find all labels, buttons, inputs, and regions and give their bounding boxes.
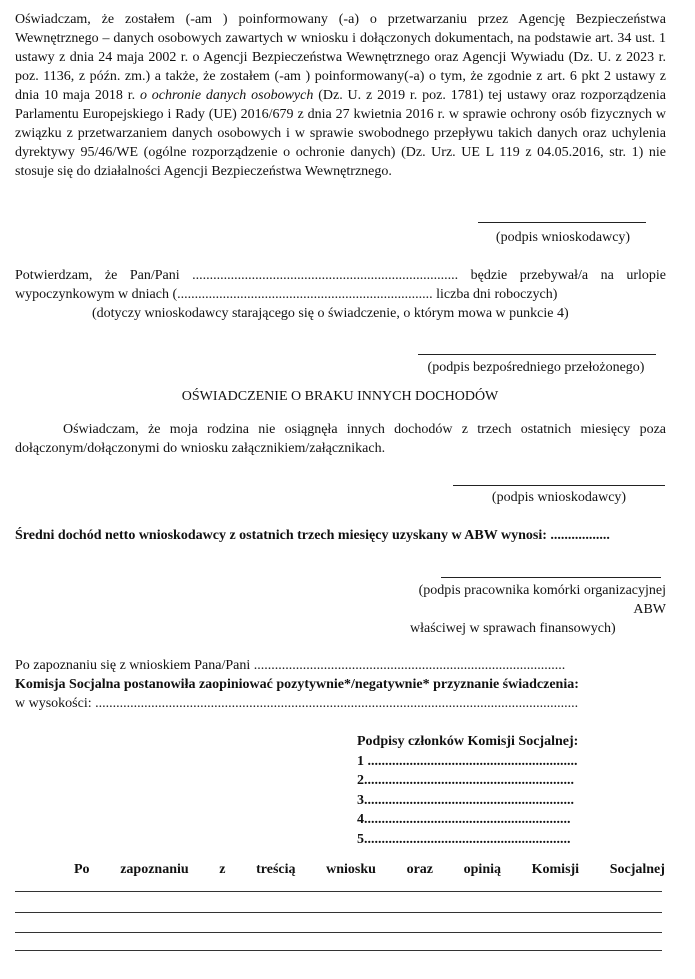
vacation-confirmation: [15, 266, 666, 323]
finance-signature-label: (podpis pracownika komórki organizacyjnej ABW właściwej w sprawach finansowych): [410, 583, 666, 636]
finance-signature-line: [441, 577, 661, 578]
declaration-text: Oświadczam, że zostałem (-am ) poinformowany (-a) o przetwarzaniu przez Agencję Bezpieczeństwa Wewnętrznego – danych osobowych zawartych w wniosku i dołączonych dokumentach, na podstawie art. 34 ust. 1 ustawy z dnia 24 maja 2002 r. o Agencji Bezpieczeństwa Wewnętrznego oraz Agencji Wywiadu (Dz. U. z 2023 r. poz. 1136, z późn. zm.) a także, że zostałem (-am ) poinformowany(-a) o tym, że zgodnie z art. 6 pkt 2 ustawy z dnia 10 maja 2018 r.: [15, 12, 666, 103]
vacation-line-2: wypoczynkowym w dniach (......................................................................... liczba dni roboczych): [15, 287, 558, 302]
commission-member-3: 3............................................................: [357, 792, 574, 808]
vacation-note: (dotyczy wnioskodawcy starającego się o świadczenie, o którym mowa w punkcie 4): [92, 306, 569, 321]
writing-line-3: [15, 932, 662, 933]
commission-line-1: Po zapoznaniu się z wnioskiem Pana/Pani .........................................................................................: [15, 658, 566, 673]
commission-decision: Komisja Socjalna postanowiła zaopiniować pozytywnie*/negatywnie* przyznanie świadczenia:: [15, 677, 579, 692]
commission-signatures-title: Podpisy członków Komisji Socjalnej:: [357, 734, 579, 749]
commission-member-2: 2............................................................: [357, 773, 574, 788]
applicant-signature-label: (podpis wnioskodawcy): [495, 230, 631, 245]
declaration-text-end: (Dz. U. z 2019 r. poz. 1781) tej ustawy oraz rozporządzenia Parlamentu Europejskiego i Rady (UE) 2016/679 z dnia 27 kwietnia 2016 r. w sprawie ochrony osób fizycznych w związku z przetwarzaniem danych osobowych i w sprawie swobodnego przepływu takich danych oraz uchylenia dyrektywy 95/46/WE (ogólne rozporządzenie o ochronie danych) (Dz. Urz. UE L 119 z 04.05.2016, str. 1) nie stosuje się do działalności Agencji Bezpieczeństwa Wewnętrznego.: [15, 88, 667, 179]
applicant-signature-label-2: (podpis wnioskodawcy): [491, 490, 627, 505]
no-income-heading: OŚWIADCZENIE O BRAKU INNYCH DOCHODÓW: [181, 389, 499, 404]
no-income-text: Oświadczam, że moja rodzina nie osiągnęła innych dochodów z trzech ostatnich miesięcy poza dołączonym/dołączonymi do wniosku załącznikiem/załącznikach.: [15, 422, 666, 456]
final-statement: Po zapoznaniu z treścią wniosku oraz opinią Komisji Socjalnej: [74, 862, 665, 877]
writing-line-1: [15, 891, 662, 892]
declaration-italic-title: o ochronie danych osobowych: [139, 88, 314, 103]
writing-line-4: [15, 950, 662, 951]
commission-member-1: 1 ............................................................: [357, 753, 578, 769]
average-income-statement: Średni dochód netto wnioskodawcy z ostatnich trzech miesięcy uzyskany w ABW wynosi: .................: [15, 528, 610, 543]
supervisor-signature-line: [418, 354, 656, 355]
vacation-line-1: Potwierdzam, że Pan/Pani ............................................................................ będzie przebywał/a na urlopie: [15, 268, 666, 283]
commission-amount: w wysokości: ..........................................................................................................................................: [15, 696, 579, 711]
supervisor-signature-label: (podpis bezpośredniego przełożonego): [427, 360, 645, 375]
commission-signatures: [357, 732, 677, 849]
applicant-signature-line-2: [453, 485, 665, 486]
commission-member-5: 5...........................................................: [357, 831, 571, 847]
commission-member-4: 4...........................................................: [357, 812, 571, 827]
writing-line-2: [15, 912, 662, 913]
applicant-signature-line: [478, 222, 646, 223]
data-processing-declaration: [15, 10, 666, 181]
commission-section: [15, 656, 675, 713]
